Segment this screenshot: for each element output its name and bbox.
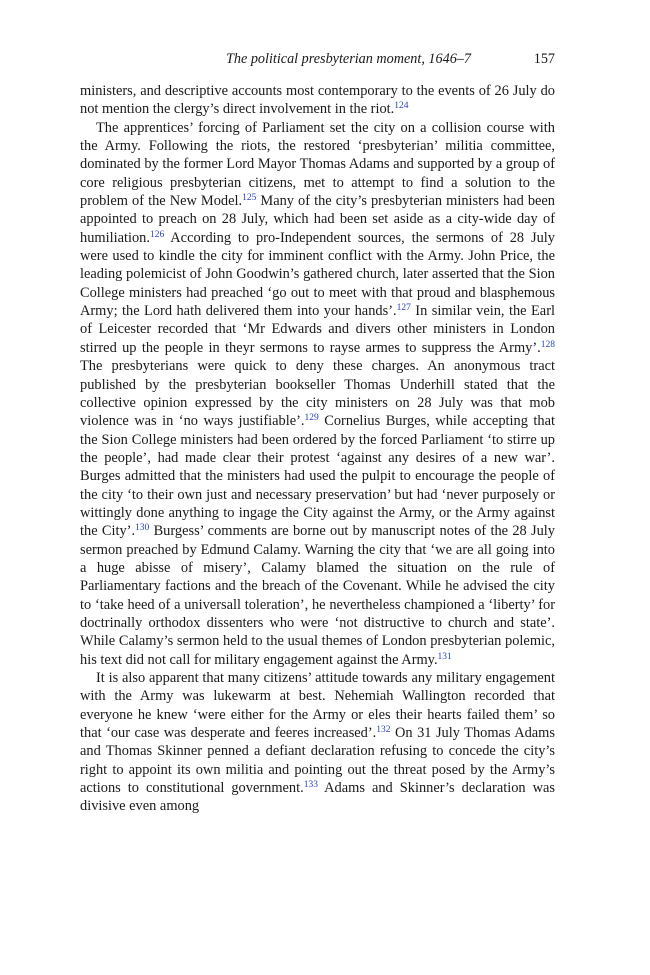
footnote-ref[interactable]: 125 — [242, 193, 257, 204]
footnote-ref[interactable]: 133 — [303, 780, 318, 791]
footnote-ref[interactable]: 132 — [376, 725, 391, 736]
running-title: The political presbyterian moment, 1646–7 — [226, 51, 471, 67]
text-run: Many of the city’s presbyterian ministers had been appointed to preach on 28 July, which had been set aside as a city-wide day of humiliation. — [80, 193, 555, 246]
text-run: Burgess’ comments are borne out by manuscript notes of the 28 July sermon preached by Edmund Calamy. Warning the city that ‘we are all going into a huge abisse of misery’, Calamy blamed the situation on the rule of Parliamentary factions and the breach of the Covenant. While he advised the city to ‘take heed of a universall toleration’, he nevertheless championed a ‘liberty’ for doctrinally orthodox dissenters who were ‘not distructive to church and state’. While Calamy’s sermon held to the usual themes of London presbyterian polemic, his text did not call for military engagement against the Army. — [80, 523, 555, 668]
text-run: In similar vein, the Earl of Leicester recorded that ‘Mr Edwards and divers other ministers in London stirred up the people in theyr sermons to rayse armes to suppress the Army’. — [80, 303, 555, 356]
running-head — [80, 48, 555, 70]
text-run: On 31 July Thomas Adams and Thomas Skinner penned a defiant declaration refusing to concede the city’s right to appoint its own militia and pointing out the threat posed by the Army’s actions to constitutional government. — [80, 725, 555, 797]
paragraph — [80, 119, 555, 669]
footnote-ref[interactable]: 127 — [396, 303, 411, 314]
text-run: Adams and Skinner’s declaration was divisive even among — [80, 780, 555, 815]
text-run: According to pro-Independent sources, the sermons of 28 July were used to kindle the city for imminent conflict with the Army. John Price, the leading polemicist of John Goodwin’s gathered church, later asserted that the Sion College ministers had preached ‘go out to meet with that proud and blasphemous Army; the Lord hath delivered them into your hands’. — [80, 229, 555, 320]
paragraph — [80, 669, 555, 816]
text-run: It is also apparent that many citizens’ attitude towards any military engagement with the Army was lukewarm at best. Nehemiah Wallington recorded that everyone he knew ‘were either for the Army or eles their hearts failed them’ so that ‘our case was desperate and feeres increased’. — [80, 670, 555, 742]
text-run: Cornelius Burges, while accepting that the Sion College ministers had been ordered by the forced Parliament ‘to stirre up the people’, had made clear their protest ‘against any desires of a new war’. Burges admitted that the ministers had used the pulpit to encourage the people of the city ‘to their own just and necessary preservation’ but had ‘never purposely or wittingly done anything to ingage the City against the Army, or the Army against the City’. — [80, 413, 555, 540]
footnote-ref[interactable]: 129 — [304, 413, 319, 424]
text-run: The apprentices’ forcing of Parliament set the city on a collision course with the Army. Following the riots, the restored ‘presbyterian’ militia committee, dominated by the former Lord Mayor Thomas Adams and supported by a group of core religious presbyterian citizens, met to attempt to find a solution to the problem of the New Model. — [80, 119, 555, 210]
book-page — [80, 48, 555, 816]
text-run: ministers, and descriptive accounts most contemporary to the events of 26 July do not mention the clergy’s direct involvement in the riot. — [80, 83, 555, 118]
footnote-ref[interactable]: 124 — [394, 101, 409, 112]
footnote-ref[interactable]: 130 — [135, 523, 150, 534]
footnote-ref[interactable]: 131 — [437, 651, 452, 662]
page-number: 157 — [533, 51, 555, 67]
footnote-ref[interactable]: 126 — [149, 229, 165, 240]
text-run: The presbyterians were quick to deny these charges. An anonymous tract published by the presbyterian bookseller Thomas Underhill stated that the collective opinion expressed by the city ministers on 28 July was that mob violence was in ‘no ways justifiable’. — [80, 358, 555, 430]
footnote-ref[interactable]: 128 — [540, 339, 555, 350]
body-text — [80, 82, 555, 816]
paragraph — [80, 82, 555, 119]
